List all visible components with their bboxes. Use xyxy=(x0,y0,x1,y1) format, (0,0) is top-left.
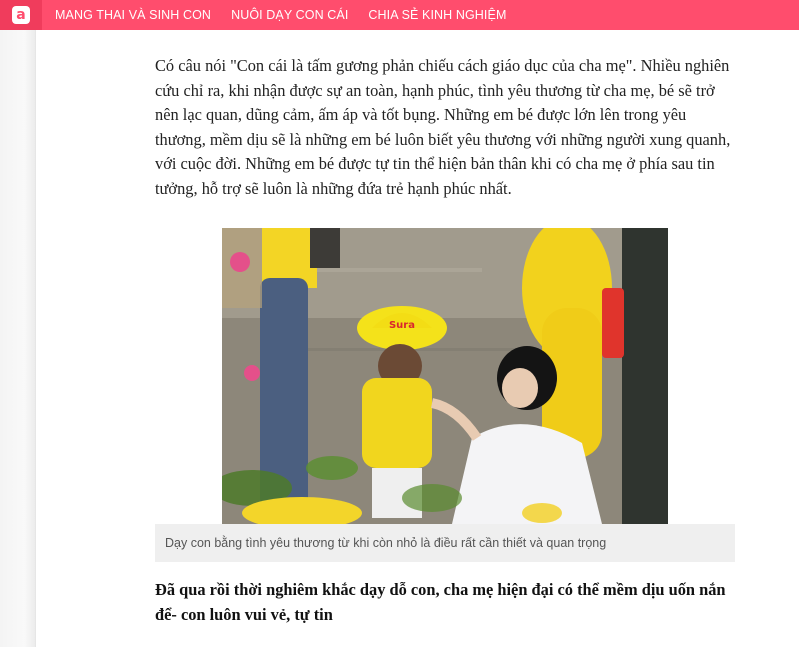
site-logo[interactable] xyxy=(0,0,42,30)
nav-item-parenting[interactable]: NUÔI DẠY CON CÁI xyxy=(231,8,349,22)
photo-illustration xyxy=(222,228,668,524)
photo-caption: Dạy con bằng tình yêu thương từ khi còn nhỏ là điều rất cần thiết và quan trọng xyxy=(165,536,607,550)
article-figure xyxy=(155,228,735,562)
logo-icon: a xyxy=(12,6,30,24)
top-nav-bar xyxy=(0,0,799,30)
section-heading: Đã qua rồi thời nghiêm khắc dạy dỗ con, cha mẹ hiện đại có thể mềm dịu uốn nắn để- con luôn vui vẻ, tự tin xyxy=(155,580,726,624)
nav-item-pregnancy[interactable]: MANG THAI VÀ SINH CON xyxy=(55,8,212,22)
nav-item-experience[interactable]: CHIA SẺ KINH NGHIỆM xyxy=(368,8,507,22)
article-body xyxy=(155,54,735,202)
intro-paragraph: Có câu nói "Con cái là tấm gương phản chiếu cách giáo dục của cha mẹ". Nhiều nghiên cứu chỉ ra, khi nhận được sự an toàn, hạnh phúc, tình yêu thương từ cha mẹ, bé sẽ trở nên lạc quan, dũng cảm, ấm áp và tốt bụng. Những em bé được lớn lên trong yêu thương, mềm dịu sẽ là những em bé luôn biết yêu thương với những người xung quanh, với cuộc đời. Những em bé được tự tin thể hiện bản thân khi có cha mẹ ở phía sau tin tưởng, hỗ trợ sẽ luôn là những đứa trẻ hạnh phúc nhất. xyxy=(155,56,731,198)
caption-box xyxy=(155,524,735,562)
left-sidebar-shade xyxy=(0,30,36,647)
article-photo xyxy=(222,228,668,524)
hat-brand-text: Sura xyxy=(388,320,416,331)
main-nav xyxy=(55,8,526,22)
